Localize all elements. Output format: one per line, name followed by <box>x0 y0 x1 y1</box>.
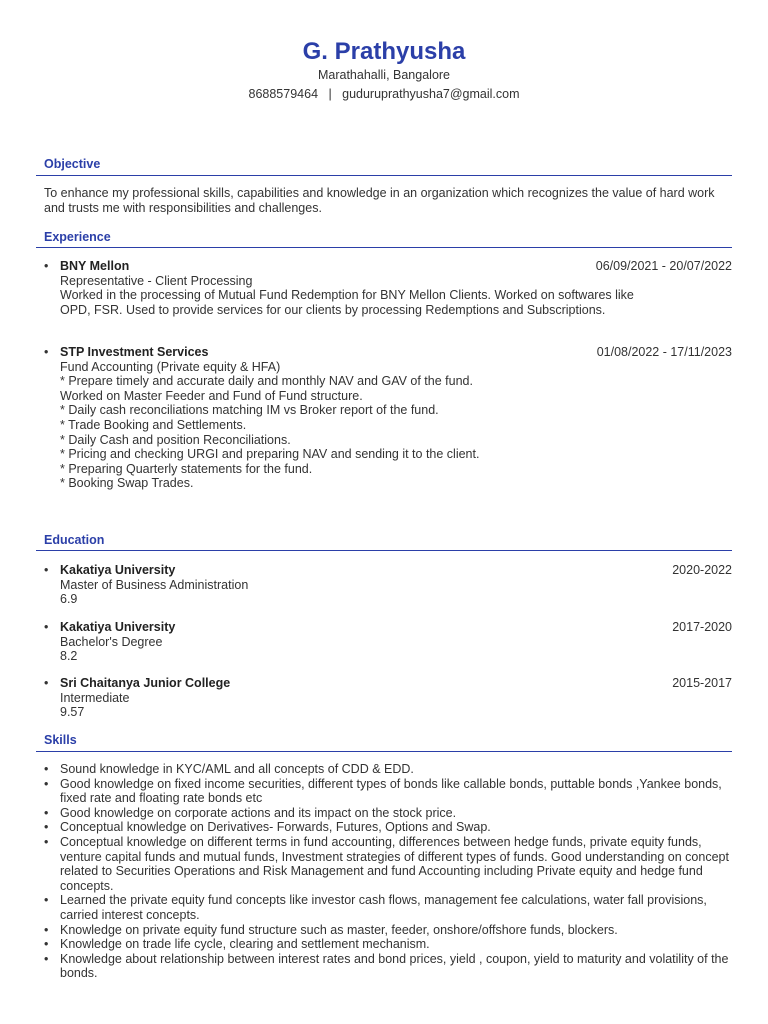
bullet-icon: • <box>44 563 49 577</box>
experience-detail: * Daily cash reconciliations matching IM vs Broker report of the fund. <box>60 403 439 418</box>
skill-item: • Learned the private equity fund concepts like investor cash flows, management fee calculations, water fall provisions, carried interest concepts. <box>44 893 734 922</box>
bullet-icon: • <box>44 620 49 634</box>
experience-detail: * Preparing Quarterly statements for the fund. <box>60 461 313 476</box>
objective-text: To enhance my professional skills, capabilities and knowledge in an organization which recognizes the value of hard work and trusts me with responsibilities and challenges. <box>44 186 715 215</box>
education-institution: Sri Chaitanya Junior College <box>60 676 231 690</box>
experience-detail: * Booking Swap Trades. <box>60 476 194 491</box>
skill-item: • Knowledge about relationship between interest rates and bond prices, yield , coupon, yield to maturity and volatility of the bonds. <box>44 952 734 981</box>
education-degree: Bachelor's Degree <box>60 634 163 649</box>
experience-detail: * Trade Booking and Settlements. <box>60 417 247 432</box>
education-score: 6.9 <box>60 592 78 607</box>
education-score: 8.2 <box>60 649 78 664</box>
experience-company: BNY Mellon <box>60 259 130 273</box>
education-institution: Kakatiya University <box>60 563 176 577</box>
bullet-icon: • <box>44 676 49 690</box>
contact-info <box>0 85 768 103</box>
section-divider <box>36 175 732 176</box>
education-score: 9.57 <box>60 705 85 720</box>
section-title-objective: Objective <box>44 157 101 171</box>
skill-item: • Knowledge on private equity fund structure such as master, feeder, onshore/offshore funds, blockers. <box>44 923 734 938</box>
education-dates: 2020-2022 <box>672 563 732 577</box>
location: Marathahalli, Bangalore <box>317 68 451 82</box>
section-title-experience: Experience <box>44 230 111 244</box>
section-divider <box>36 247 732 248</box>
bullet-icon: • <box>44 259 49 273</box>
experience-detail: Worked on Master Feeder and Fund of Fund structure. <box>60 388 363 403</box>
skill-item: • Knowledge on trade life cycle, clearing and settlement mechanism. <box>44 937 734 952</box>
education-item <box>44 563 732 607</box>
education-degree: Intermediate <box>60 690 130 705</box>
skills-list <box>44 762 734 981</box>
section-divider <box>36 550 732 551</box>
email-link[interactable]: guduruprathyusha7@gmail.com <box>342 87 520 101</box>
education-degree: Master of Business Administration <box>60 577 249 592</box>
experience-dates: 06/09/2021 - 20/07/2022 <box>595 259 732 273</box>
experience-company: STP Investment Services <box>60 345 209 359</box>
section-divider <box>36 751 732 752</box>
bullet-icon: • <box>44 345 49 359</box>
experience-detail: * Pricing and checking URGI and preparing NAV and sending it to the client. <box>60 447 480 462</box>
experience-detail: * Daily Cash and position Reconciliations. <box>60 432 291 447</box>
education-item <box>44 620 732 664</box>
experience-item <box>44 345 732 491</box>
candidate-name: G. Prathyusha <box>302 38 466 65</box>
experience-role: Representative - Client Processing <box>60 273 253 288</box>
experience-detail: * Prepare timely and accurate daily and monthly NAV and GAV of the fund. <box>60 374 473 389</box>
skill-item: • Conceptual knowledge on different terms in fund accounting, differences between hedge funds, private equity funds, venture capital funds and mutual funds, Investment strategies of different types of funds. Good understanding on concept related to Securities Operations and Risk Management and fund Accounting including Private equity and hedge fund concepts. <box>44 835 734 893</box>
skill-item: • Good knowledge on corporate actions and its impact on the stock price. <box>44 806 734 821</box>
experience-item <box>44 259 732 317</box>
education-dates: 2017-2020 <box>672 620 732 634</box>
education-item <box>44 676 732 720</box>
experience-description: Worked in the processing of Mutual Fund Redemption for BNY Mellon Clients. Worked on softwares like OPD, FSR. Used to provide services for our clients by processing Redemptions and Subscriptions. <box>60 288 634 317</box>
skill-item: • Good knowledge on fixed income securities, different types of bonds like callable bonds, puttable bonds ,Yankee bonds, fixed rate and floating rate bonds etc <box>44 777 734 806</box>
section-title-education: Education <box>44 533 105 547</box>
section-title-skills: Skills <box>44 733 77 747</box>
experience-dates: 01/08/2022 - 17/11/2023 <box>596 345 732 359</box>
skill-item: • Sound knowledge in KYC/AML and all concepts of CDD & EDD. <box>44 762 734 777</box>
phone: 8688579464 <box>248 87 319 101</box>
education-dates: 2015-2017 <box>672 676 732 690</box>
contact-separator: | <box>328 87 332 101</box>
skill-item: • Conceptual knowledge on Derivatives- Forwards, Futures, Options and Swap. <box>44 820 734 835</box>
education-institution: Kakatiya University <box>60 620 176 634</box>
experience-role: Fund Accounting (Private equity & HFA) <box>60 359 281 374</box>
